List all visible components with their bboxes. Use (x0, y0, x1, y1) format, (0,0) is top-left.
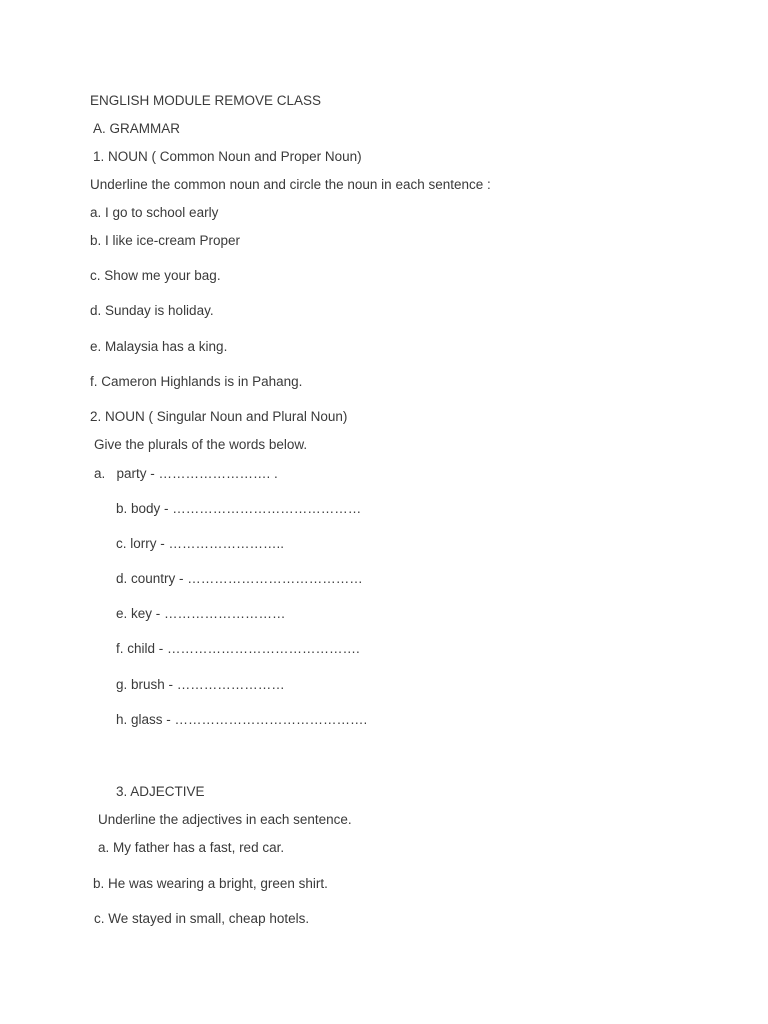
list-item: b. He was wearing a bright, green shirt. (93, 876, 328, 891)
list-item: g. brush - …………………… (116, 677, 285, 692)
section-a-heading: A. GRAMMAR (93, 121, 181, 136)
list-item: a. My father has a fast, red car. (98, 840, 285, 855)
list-item: f. child - ……………………………………. (116, 641, 360, 656)
list-item: c. lorry - …………………….. (116, 536, 284, 551)
list-item: c. We stayed in small, cheap hotels. (94, 911, 310, 926)
list-item: b. I like ice-cream Proper (90, 233, 241, 248)
adjective-instruction: Underline the adjectives in each sentence. (98, 812, 352, 827)
list-item: c. Show me your bag. (90, 268, 221, 283)
noun-common-proper-heading: 1. NOUN ( Common Noun and Proper Noun) (93, 149, 362, 164)
adjective-heading: 3. ADJECTIVE (116, 784, 205, 799)
noun-singular-plural-heading: 2. NOUN ( Singular Noun and Plural Noun) (90, 409, 348, 424)
list-item: e. Malaysia has a king. (90, 339, 228, 354)
list-item: b. body - …………………………………… (116, 501, 362, 516)
list-item: a. I go to school early (90, 205, 219, 220)
list-item: d. Sunday is holiday. (90, 303, 214, 318)
list-item: e. key - ……………………… (116, 606, 286, 621)
list-item: f. Cameron Highlands is in Pahang. (90, 374, 303, 389)
list-item: a. party - ……………………. . (94, 466, 278, 481)
list-item: h. glass - ……………………………………. (116, 712, 368, 727)
document-title: ENGLISH MODULE REMOVE CLASS (90, 93, 322, 108)
noun-singular-plural-instruction: Give the plurals of the words below. (94, 437, 308, 452)
noun-common-proper-instruction: Underline the common noun and circle the noun in each sentence : (90, 177, 491, 192)
list-item: d. country - ………………………………… (116, 571, 363, 586)
